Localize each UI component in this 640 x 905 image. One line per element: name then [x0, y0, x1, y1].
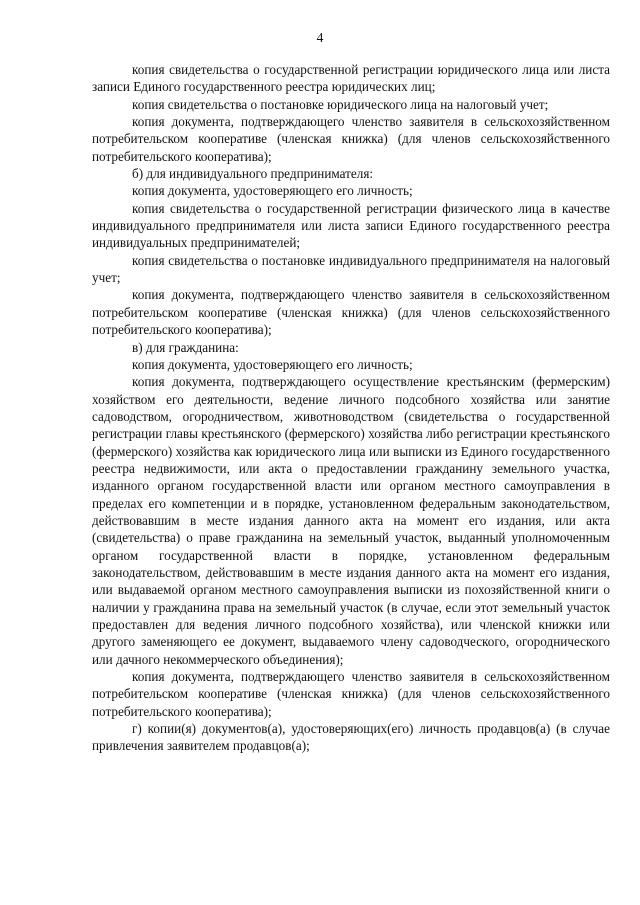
paragraph: копия документа, удостоверяющего его личность;	[132, 356, 413, 372]
paragraph: в) для гражданина:	[132, 339, 239, 355]
paragraph: копия документа, подтверждающего членство заявителя в сельскохозяйственном потребительском кооперативе (членская книжка) (для членов сельскохозяйственного потребительского кооператива);	[92, 287, 610, 338]
paragraph: копия документа, удостоверяющего его личность;	[132, 183, 413, 199]
paragraph: копия документа, подтверждающего осуществление крестьянским (фермерским) хозяйством его деятельности, ведение личного подсобного хозяйства или занятие садоводством, огородничеством, животноводством (свидетельства о государственной регистрации главы крестьянского (фермерского) хозяйства либо регистрации крестьянского (фермерского) хозяйства как юридического лица или выписки из Единого государственного реестра недвижимости, или акта о предоставлении гражданину земельного участка, изданного органом государственной власти или органом местного самоуправления в пределах его компетенции и в порядке, установленном федеральным законодательством, действовавшим в месте издания данного акта на момент его издания, или акта (свидетельства) о праве гражданина на земельный участок, выданный уполномоченным органом государственной власти в порядке, установленном федеральным законодательством, действовавшим в месте издания данного акта на момент его издания, или выдаваемой органом местного самоуправления выписки из похозяйственной книги о наличии у гражданина права на земельный участок (в случае, если этот земельный участок предоставлен для ведения личного подсобного хозяйства), или членской книжки или другого заменяющего ее документ, выдаваемого члену садоводческого, огороднического или дачного некоммерческого объединения);	[92, 374, 610, 667]
paragraph: копия документа, подтверждающего членство заявителя в сельскохозяйственном потребительском кооперативе (членская книжка) (для членов сельскохозяйственного потребительского кооператива);	[92, 669, 610, 719]
page-number: 4	[316, 30, 324, 45]
paragraph: копия свидетельства о постановке индивидуального предпринимателя на налоговый учет;	[92, 252, 610, 286]
paragraph: копия свидетельства о постановке юридического лица на налоговый учет;	[132, 96, 549, 112]
paragraph: копия свидетельства о государственной регистрации юридического лица или листа записи Единого государственного реестра юридических лиц;	[92, 62, 610, 95]
paragraph: б) для индивидуального предпринимателя:	[132, 166, 374, 182]
paragraph: г) копии(я) документов(а), удостоверяющих(его) личность продавцов(а) (в случае привлечения заявителем продавцов(а);	[92, 721, 610, 754]
paragraph: копия документа, подтверждающего членство заявителя в сельскохозяйственном потребительском кооперативе (членская книжка) (для членов сельскохозяйственного потребительского кооператива);	[92, 114, 610, 164]
paragraph: копия свидетельства о государственной регистрации физического лица в качестве индивидуального предпринимателя или листа записи Единого государственного реестра индивидуальных предпринимателей;	[92, 200, 610, 251]
document-body	[92, 61, 610, 755]
